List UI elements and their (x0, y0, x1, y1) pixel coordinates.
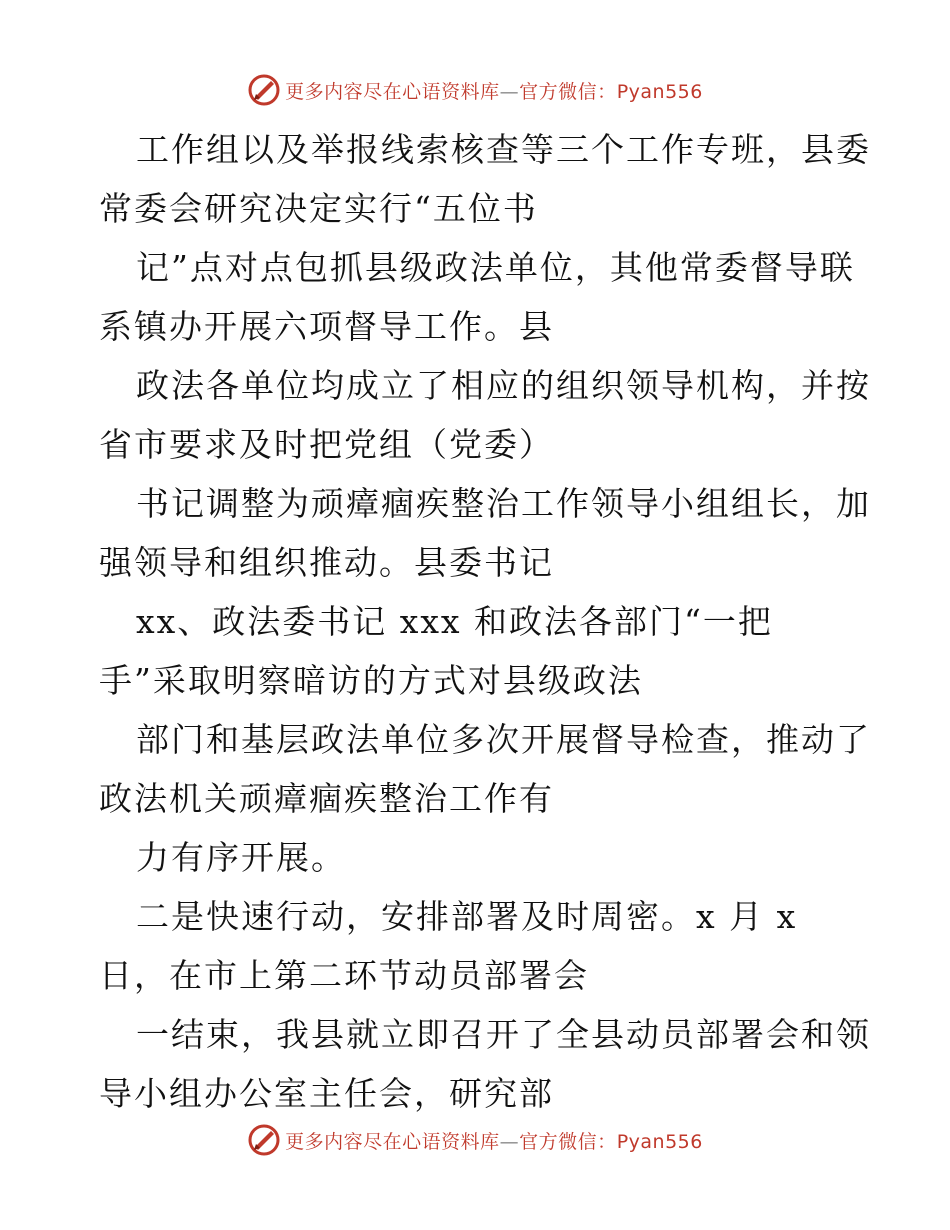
banner-separator: — (499, 80, 520, 103)
banner-wechat-id: Pyan556 (616, 80, 703, 103)
text-line: 手”采取明察暗访的方式对县级政法 (99, 661, 643, 700)
text-line: 二是快速行动，安排部署及时周密。x 月 x (136, 897, 798, 936)
brand-logo-icon (247, 1123, 281, 1157)
text-line: xx、政法委书记 xxx 和政法各部门“一把 (136, 602, 773, 641)
banner-wechat-id: Pyan556 (616, 1130, 703, 1153)
text-line: 日，在市上第二环节动员部署会 (99, 956, 589, 995)
banner-separator: — (499, 1130, 520, 1153)
text-line: 强领导和组织推动。县委书记 (99, 543, 554, 582)
banner-wechat-label: 官方微信： (519, 80, 617, 103)
text-line: 部门和基层政法单位多次开展督导检查，推动了 (136, 720, 871, 759)
text-line: 政法各单位均成立了相应的组织领导机构，并按 (136, 366, 871, 405)
text-line: 导小组办公室主任会，研究部 (99, 1074, 554, 1113)
text-line: 一结束，我县就立即召开了全县动员部署会和领 (136, 1015, 871, 1054)
text-line: 系镇办开展六项督导工作。县 (99, 307, 554, 346)
text-line: 力有序开展。 (136, 838, 346, 877)
brand-logo-icon (247, 73, 281, 107)
footer-watermark-banner (0, 1120, 950, 1160)
footer-banner-text (285, 1127, 703, 1154)
text-line: 书记调整为顽瘴痼疾整治工作领导小组组长，加 (136, 484, 871, 523)
header-banner-text (285, 77, 703, 104)
text-line: 政法机关顽瘴痼疾整治工作有 (99, 779, 554, 818)
text-line: 工作组以及举报线索核查等三个工作专班，县委 (136, 130, 871, 169)
banner-main-text: 更多内容尽在心语资料库 (285, 1130, 500, 1153)
banner-main-text: 更多内容尽在心语资料库 (285, 80, 500, 103)
text-line: 常委会研究决定实行“五位书 (99, 189, 538, 228)
text-line: 记”点对点包抓县级政法单位，其他常委督导联 (136, 248, 855, 287)
header-watermark-banner (0, 70, 950, 110)
body-paragraph (99, 120, 871, 1123)
text-line: 省市要求及时把党组（党委） (99, 425, 554, 464)
document-body (99, 120, 871, 1123)
banner-wechat-label: 官方微信： (519, 1130, 617, 1153)
